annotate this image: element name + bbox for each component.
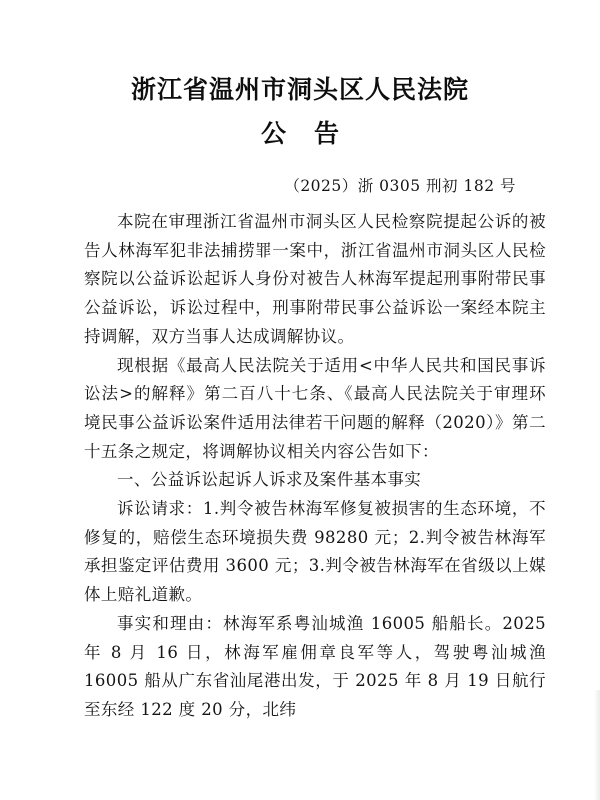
paragraph-case-intro: 本院在审理浙江省温州市洞头区人民检察院提起公诉的被告人林海军犯非法捕捞罪一案中，浙江省温州市洞头区人民检察院以公益诉讼起诉人身份对被告人林海军提起刑事附带民事公益诉讼，诉讼过程中，刑事附带民事公益诉讼一案经本院主持调解，双方当事人达成调解协议。 xyxy=(84,212,546,346)
paragraph-facts: 事实和理由：林海军系粤汕城渔 16005 船船长。2025 年 8 月 16 日，林海军雇佣章良军等人，驾驶粤汕城渔 16005 船从广东省汕尾港出发，于 2025 年 8 月 19 日航行至东经 122 度 20 分，北纬 xyxy=(84,613,546,719)
paragraph-legal-basis: 现根据《最高人民法院关于适用<中华人民共和国民事诉讼法>的解释》第二百八十七条、《最高人民法院关于审理环境民事公益诉讼案件适用法律若干问题的解释（2020）》第二十五条之规定，将调解协议相关内容公告如下： xyxy=(84,355,546,461)
section-heading-claims: 一、公益诉讼起诉人诉求及案件基本事实 xyxy=(117,470,422,490)
page-edge-shadow xyxy=(594,690,600,800)
case-number: （2025）浙 0305 刑初 182 号 xyxy=(284,177,516,195)
paragraph-claims: 诉讼请求：1.判令被告林海军修复被损害的生态环境，不修复的，赔偿生态环境损失费 98280 元；2.判令被告林海军承担鉴定评估费用 3600 元；3.判令被告林海军在省级以上媒体上赔礼道歉。 xyxy=(84,499,546,605)
document-title: 公告 xyxy=(260,119,367,148)
court-name-heading: 浙江省温州市洞头区人民法院 xyxy=(130,75,469,104)
document-body xyxy=(84,208,546,725)
